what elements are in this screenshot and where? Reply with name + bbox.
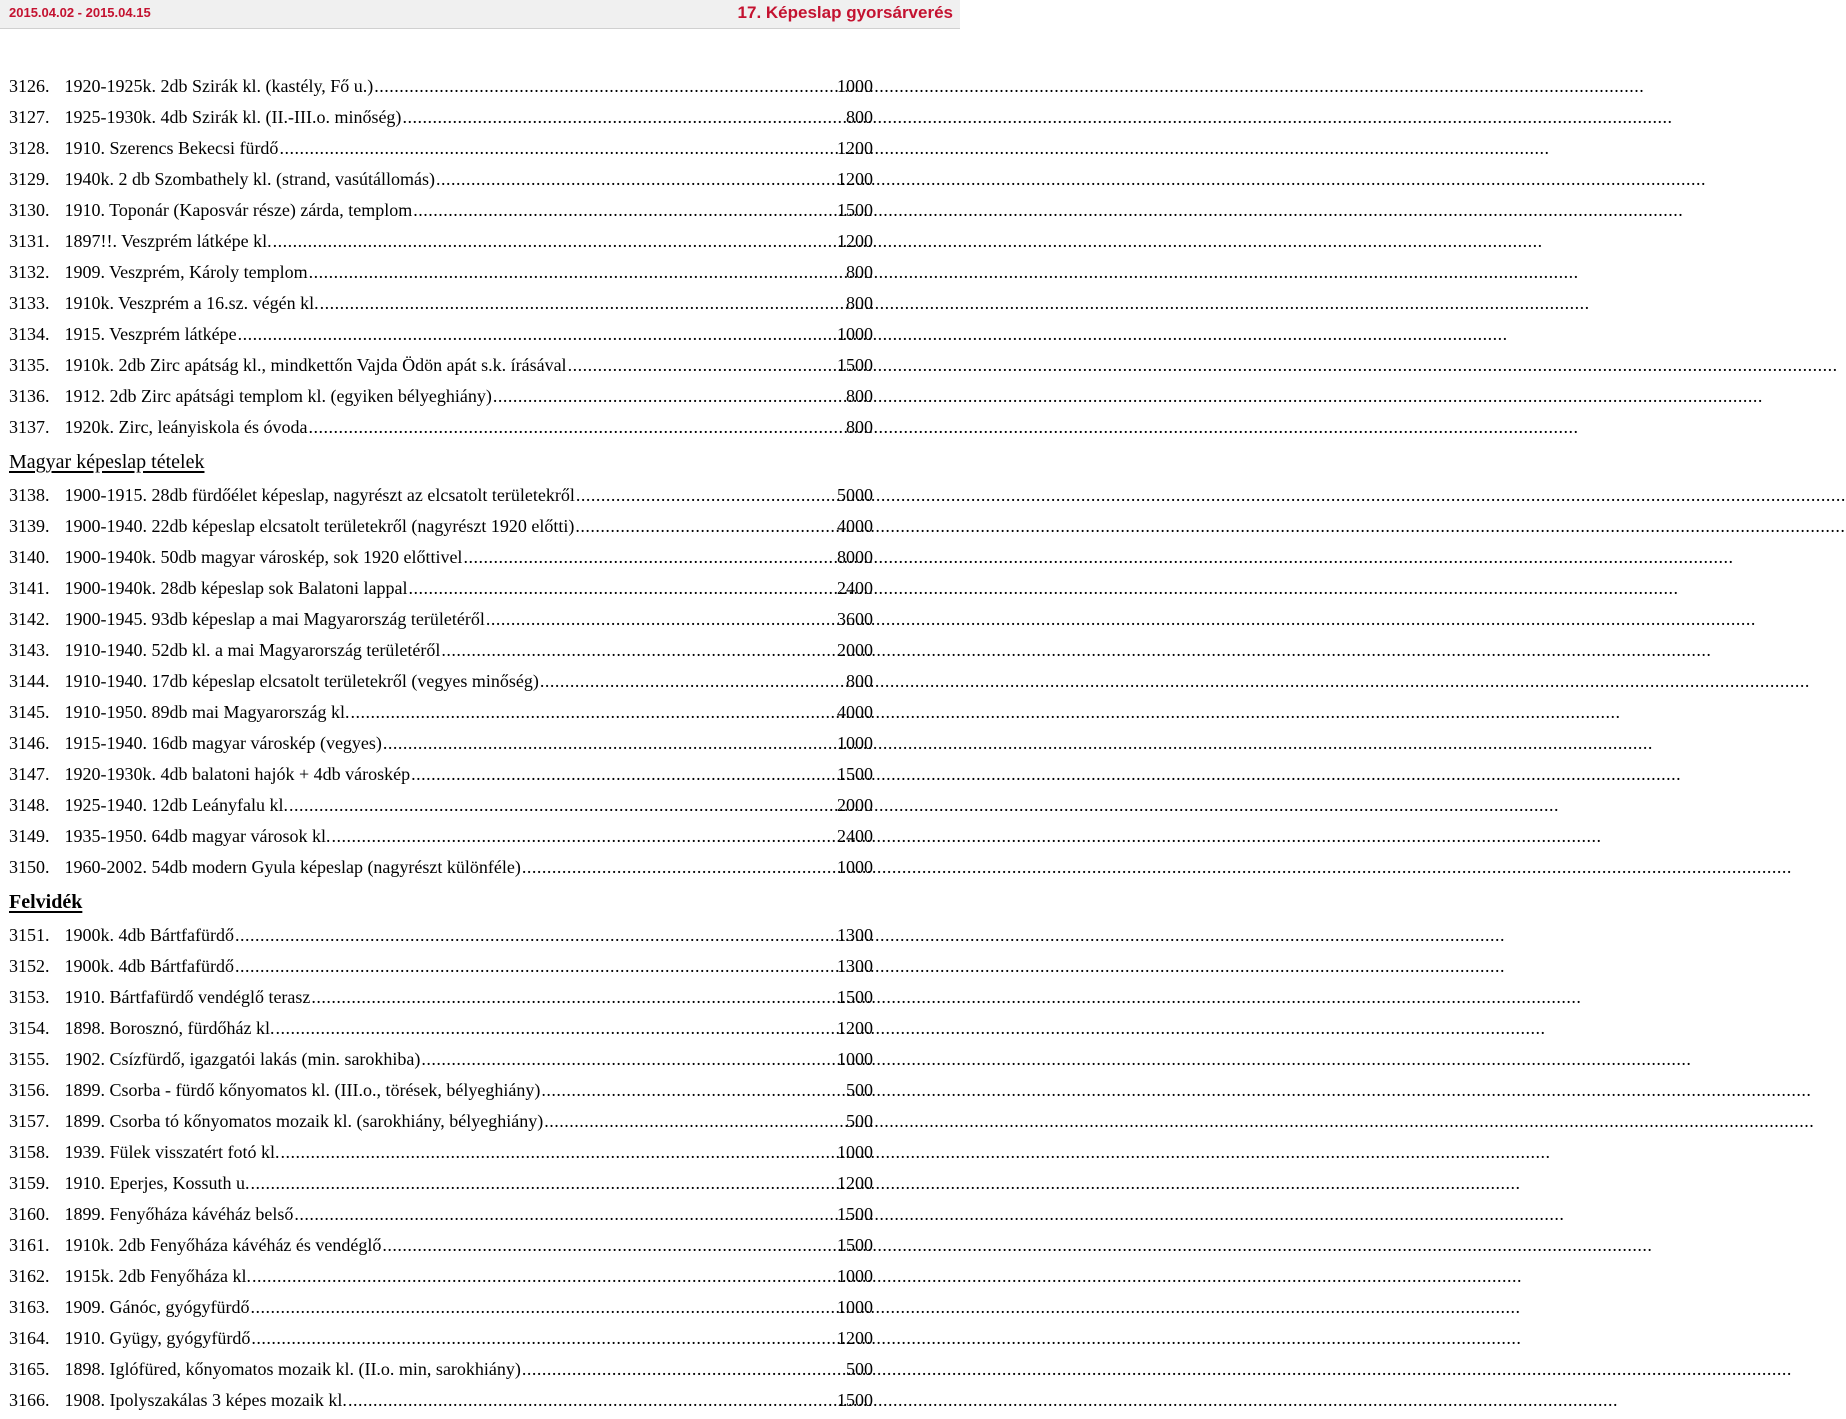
lot-row	[9, 985, 873, 1016]
lot-price: 1000	[837, 324, 873, 344]
lot-description: 1910. Toponár (Kaposvár része) zárda, templom	[64, 200, 413, 220]
lot-description: 1915-1940. 16db magyar városkép (vegyes)	[64, 733, 382, 753]
lot-row	[9, 1078, 873, 1109]
lot-price: 800	[846, 671, 873, 691]
lot-row	[9, 229, 873, 260]
lot-number: 3154.	[9, 1018, 50, 1038]
lot-price: 1300	[837, 925, 873, 945]
lot-price: 4000	[837, 702, 873, 722]
lot-number: 3164.	[9, 1328, 50, 1348]
lot-description: 1910-1950. 89db mai Magyarország kl.	[64, 702, 350, 722]
lot-row	[9, 1388, 873, 1419]
lot-description: 1915k. 2db Fenyőháza kl.	[64, 1266, 251, 1286]
lot-price: 2400	[837, 578, 873, 598]
lot-row	[9, 576, 873, 607]
leader-dots	[273, 229, 836, 253]
lot-number: 3158.	[9, 1142, 50, 1162]
leader-dots	[250, 1171, 836, 1195]
lot-price: 1500	[837, 987, 873, 1007]
leader-dots	[544, 1109, 845, 1133]
lot-price: 1000	[837, 1049, 873, 1069]
leader-dots	[309, 260, 845, 284]
lot-description: 1909. Gánóc, gyógyfürdő	[64, 1297, 250, 1317]
lot-row	[9, 136, 873, 167]
lot-row	[9, 731, 873, 762]
lot-price: 800	[846, 107, 873, 127]
lot-number: 3157.	[9, 1111, 50, 1131]
lot-number: 3135.	[9, 355, 50, 375]
lot-row	[9, 1295, 873, 1326]
leader-dots	[374, 74, 836, 98]
lot-number: 3127.	[9, 107, 50, 127]
lot-description: 1910k. 2db Fenyőháza kávéház és vendéglő	[64, 1235, 382, 1255]
auction-title: 17. Képeslap gyorsárverés	[737, 3, 953, 22]
leader-dots	[568, 353, 836, 377]
lot-price: 1300	[837, 956, 873, 976]
lot-number: 3150.	[9, 857, 50, 877]
leader-dots	[383, 731, 836, 755]
leader-dots	[408, 576, 836, 600]
lot-price: 1200	[837, 231, 873, 251]
leader-dots	[348, 1388, 836, 1412]
lot-number: 3152.	[9, 956, 50, 976]
leader-dots	[250, 1295, 836, 1319]
leader-dots	[308, 415, 845, 439]
lot-price: 1500	[837, 1235, 873, 1255]
lot-row	[9, 384, 873, 415]
leader-dots	[294, 1202, 836, 1226]
lot-price: 500	[846, 1359, 873, 1379]
lot-price: 8000	[837, 547, 873, 567]
lot-price: 3600	[837, 609, 873, 629]
lot-row	[9, 291, 873, 322]
leader-dots	[311, 985, 836, 1009]
lot-description: 1899. Fenyőháza kávéház belső	[64, 1204, 294, 1224]
lot-number: 3146.	[9, 733, 50, 753]
lot-number: 3133.	[9, 293, 50, 313]
lot-price: 800	[846, 386, 873, 406]
leader-dots	[522, 1357, 845, 1381]
leader-dots	[413, 198, 836, 222]
lot-price: 2000	[837, 640, 873, 660]
lot-row	[9, 1047, 873, 1078]
lot-price: 4000	[837, 516, 873, 536]
lot-row	[9, 260, 873, 291]
lot-price: 800	[846, 293, 873, 313]
leader-dots	[331, 824, 836, 848]
lot-description: 1935-1950. 64db magyar városok kl.	[64, 826, 331, 846]
lot-number: 3142.	[9, 609, 50, 629]
lot-description: 1910. Eperjes, Kossuth u.	[64, 1173, 250, 1193]
lot-description: 1900-1940. 22db képeslap elcsatolt területekről (nagyrészt 1920 előtti)	[64, 516, 575, 536]
lot-row	[9, 1016, 873, 1047]
date-range: 2015.04.02 - 2015.04.15	[9, 5, 151, 20]
lot-description: 1900-1940k. 28db képeslap sok Balatoni lappal	[64, 578, 408, 598]
lot-description: 1912. 2db Zirc apátsági templom kl. (egyiken bélyeghiány)	[64, 386, 492, 406]
lot-row	[9, 74, 873, 105]
lot-number: 3153.	[9, 987, 50, 1007]
lot-row	[9, 1264, 873, 1295]
section-heading: Magyar képeslap tételek	[9, 451, 205, 473]
lot-price: 1000	[837, 733, 873, 753]
lot-price: 1000	[837, 76, 873, 96]
lot-row	[9, 607, 873, 638]
leader-dots	[235, 923, 836, 947]
lot-description: 1910k. Veszprém a 16.sz. végén kl.	[64, 293, 319, 313]
lot-list	[9, 74, 873, 1419]
lot-description: 1915. Veszprém látképe	[64, 324, 237, 344]
leader-dots	[486, 607, 836, 631]
lot-description: 1910. Szerencs Bekecsi fürdő	[64, 138, 279, 158]
leader-dots	[382, 1233, 836, 1257]
page-header	[0, 0, 960, 29]
lot-row	[9, 545, 873, 576]
lot-price: 1000	[837, 1266, 873, 1286]
lot-row	[9, 322, 873, 353]
lot-row	[9, 954, 873, 985]
leader-dots	[522, 855, 836, 879]
lot-price: 1200	[837, 169, 873, 189]
lot-number: 3131.	[9, 231, 50, 251]
lot-number: 3145.	[9, 702, 50, 722]
lot-row	[9, 514, 873, 545]
lot-description: 1902. Csízfürdő, igazgatói lakás (min. sarokhiba)	[64, 1049, 421, 1069]
lot-row	[9, 669, 873, 700]
lot-row	[9, 415, 873, 446]
leader-dots	[350, 700, 836, 724]
lot-row	[9, 1109, 873, 1140]
leader-dots	[275, 1016, 836, 1040]
lot-price: 1500	[837, 355, 873, 375]
lot-price: 1000	[837, 857, 873, 877]
lot-price: 500	[846, 1111, 873, 1131]
lot-number: 3151.	[9, 925, 50, 945]
lot-number: 3160.	[9, 1204, 50, 1224]
lot-description: 1940k. 2 db Szombathely kl. (strand, vasútállomás)	[64, 169, 435, 189]
leader-dots	[421, 1047, 836, 1071]
lot-number: 3156.	[9, 1080, 50, 1100]
leader-dots	[238, 322, 836, 346]
leader-dots	[436, 167, 836, 191]
lot-row	[9, 353, 873, 384]
lot-number: 3129.	[9, 169, 50, 189]
lot-number: 3148.	[9, 795, 50, 815]
leader-dots	[402, 105, 845, 129]
leader-dots	[279, 136, 836, 160]
lot-number: 3128.	[9, 138, 50, 158]
lot-description: 1897!!. Veszprém látképe kl.	[64, 231, 272, 251]
lot-price: 1200	[837, 138, 873, 158]
lot-description: 1898. Borosznó, fürdőház kl.	[64, 1018, 275, 1038]
lot-number: 3138.	[9, 485, 50, 505]
lot-number: 3163.	[9, 1297, 50, 1317]
lot-number: 3159.	[9, 1173, 50, 1193]
lot-description: 1910k. 2db Zirc apátság kl., mindkettőn Vajda Ödön apát s.k. írásával	[64, 355, 567, 375]
lot-row	[9, 923, 873, 954]
lot-number: 3139.	[9, 516, 50, 536]
lot-price: 1500	[837, 200, 873, 220]
lot-number: 3147.	[9, 764, 50, 784]
lot-description: 1899. Csorba tó kőnyomatos mozaik kl. (sarokhiány, bélyeghiány)	[64, 1111, 544, 1131]
lot-row	[9, 638, 873, 669]
leader-dots	[411, 762, 836, 786]
lot-row	[9, 105, 873, 136]
lot-price: 1200	[837, 1018, 873, 1038]
leader-dots	[575, 514, 836, 538]
lot-description: 1920k. Zirc, leányiskola és óvoda	[64, 417, 308, 437]
lot-number: 3149.	[9, 826, 50, 846]
lot-price: 5000	[837, 485, 873, 505]
lot-price: 1200	[837, 1173, 873, 1193]
section-heading: Felvidék	[9, 891, 83, 913]
lot-description: 1899. Csorba - fürdő kőnyomatos kl. (III.o., törések, bélyeghiány)	[64, 1080, 541, 1100]
lot-row	[9, 1233, 873, 1264]
lot-price: 1500	[837, 764, 873, 784]
lot-number: 3140.	[9, 547, 50, 567]
lot-price: 2000	[837, 795, 873, 815]
leader-dots	[541, 1078, 845, 1102]
lot-price: 800	[846, 417, 873, 437]
leader-dots	[251, 1326, 836, 1350]
leader-dots	[235, 954, 836, 978]
leader-dots	[441, 638, 836, 662]
lot-description: 1910-1940. 17db képeslap elcsatolt területekről (vegyes minőség)	[64, 671, 539, 691]
lot-number: 3136.	[9, 386, 50, 406]
lot-row	[9, 762, 873, 793]
lot-row	[9, 1357, 873, 1388]
lot-row	[9, 793, 873, 824]
lot-number: 3143.	[9, 640, 50, 660]
lot-description: 1939. Fülek visszatért fotó kl.	[64, 1142, 280, 1162]
lot-description: 1900k. 4db Bártfafürdő	[64, 925, 234, 945]
leader-dots	[463, 545, 836, 569]
lot-description: 1909. Veszprém, Károly templom	[64, 262, 308, 282]
lot-row	[9, 167, 873, 198]
lot-number: 3161.	[9, 1235, 50, 1255]
lot-description: 1925-1930k. 4db Szirák kl. (II.-III.o. minőség)	[64, 107, 402, 127]
lot-price: 2400	[837, 826, 873, 846]
lot-row	[9, 855, 873, 886]
lot-description: 1920-1925k. 2db Szirák kl. (kastély, Fő u.)	[64, 76, 374, 96]
lot-description: 1910. Bártfafürdő vendéglő terasz	[64, 987, 311, 1007]
lot-price: 800	[846, 262, 873, 282]
lot-price: 1000	[837, 1142, 873, 1162]
lot-description: 1920-1930k. 4db balatoni hajók + 4db városkép	[64, 764, 411, 784]
leader-dots	[320, 291, 845, 315]
lot-description: 1900k. 4db Bártfafürdő	[64, 956, 234, 976]
lot-row	[9, 1202, 873, 1233]
lot-number: 3141.	[9, 578, 50, 598]
lot-price: 1000	[837, 1297, 873, 1317]
lot-number: 3155.	[9, 1049, 50, 1069]
lot-number: 3134.	[9, 324, 50, 344]
lot-number: 3132.	[9, 262, 50, 282]
lot-number: 3166.	[9, 1390, 50, 1410]
lot-number: 3126.	[9, 76, 50, 96]
lot-row	[9, 1140, 873, 1171]
lot-description: 1908. Ipolyszakálas 3 képes mozaik kl.	[64, 1390, 347, 1410]
lot-description: 1960-2002. 54db modern Gyula képeslap (nagyrészt különféle)	[64, 857, 521, 877]
lot-description: 1925-1940. 12db Leányfalu kl.	[64, 795, 288, 815]
lot-number: 3165.	[9, 1359, 50, 1379]
leader-dots	[493, 384, 845, 408]
lot-row	[9, 198, 873, 229]
lot-row	[9, 1171, 873, 1202]
leader-dots	[540, 669, 845, 693]
leader-dots	[576, 483, 836, 507]
lot-row	[9, 1326, 873, 1357]
lot-description: 1898. Iglófüred, kőnyomatos mozaik kl. (II.o. min, sarokhiány)	[64, 1359, 521, 1379]
lot-description: 1900-1940k. 50db magyar városkép, sok 1920 előttivel	[64, 547, 463, 567]
lot-row	[9, 824, 873, 855]
lot-description: 1900-1915. 28db fürdőélet képeslap, nagyrészt az elcsatolt területekről	[64, 485, 575, 505]
lot-description: 1910. Gyügy, gyógyfürdő	[64, 1328, 251, 1348]
lot-row	[9, 700, 873, 731]
lot-description: 1910-1940. 52db kl. a mai Magyarország területéről	[64, 640, 441, 660]
lot-price: 500	[846, 1080, 873, 1100]
lot-price: 1200	[837, 1328, 873, 1348]
leader-dots	[289, 793, 836, 817]
lot-number: 3137.	[9, 417, 50, 437]
lot-number: 3144.	[9, 671, 50, 691]
lot-price: 1500	[837, 1390, 873, 1410]
leader-dots	[280, 1140, 836, 1164]
lot-number: 3162.	[9, 1266, 50, 1286]
lot-description: 1900-1945. 93db képeslap a mai Magyarország területéről	[64, 609, 485, 629]
lot-number: 3130.	[9, 200, 50, 220]
lot-price: 1500	[837, 1204, 873, 1224]
lot-row	[9, 483, 873, 514]
leader-dots	[252, 1264, 836, 1288]
